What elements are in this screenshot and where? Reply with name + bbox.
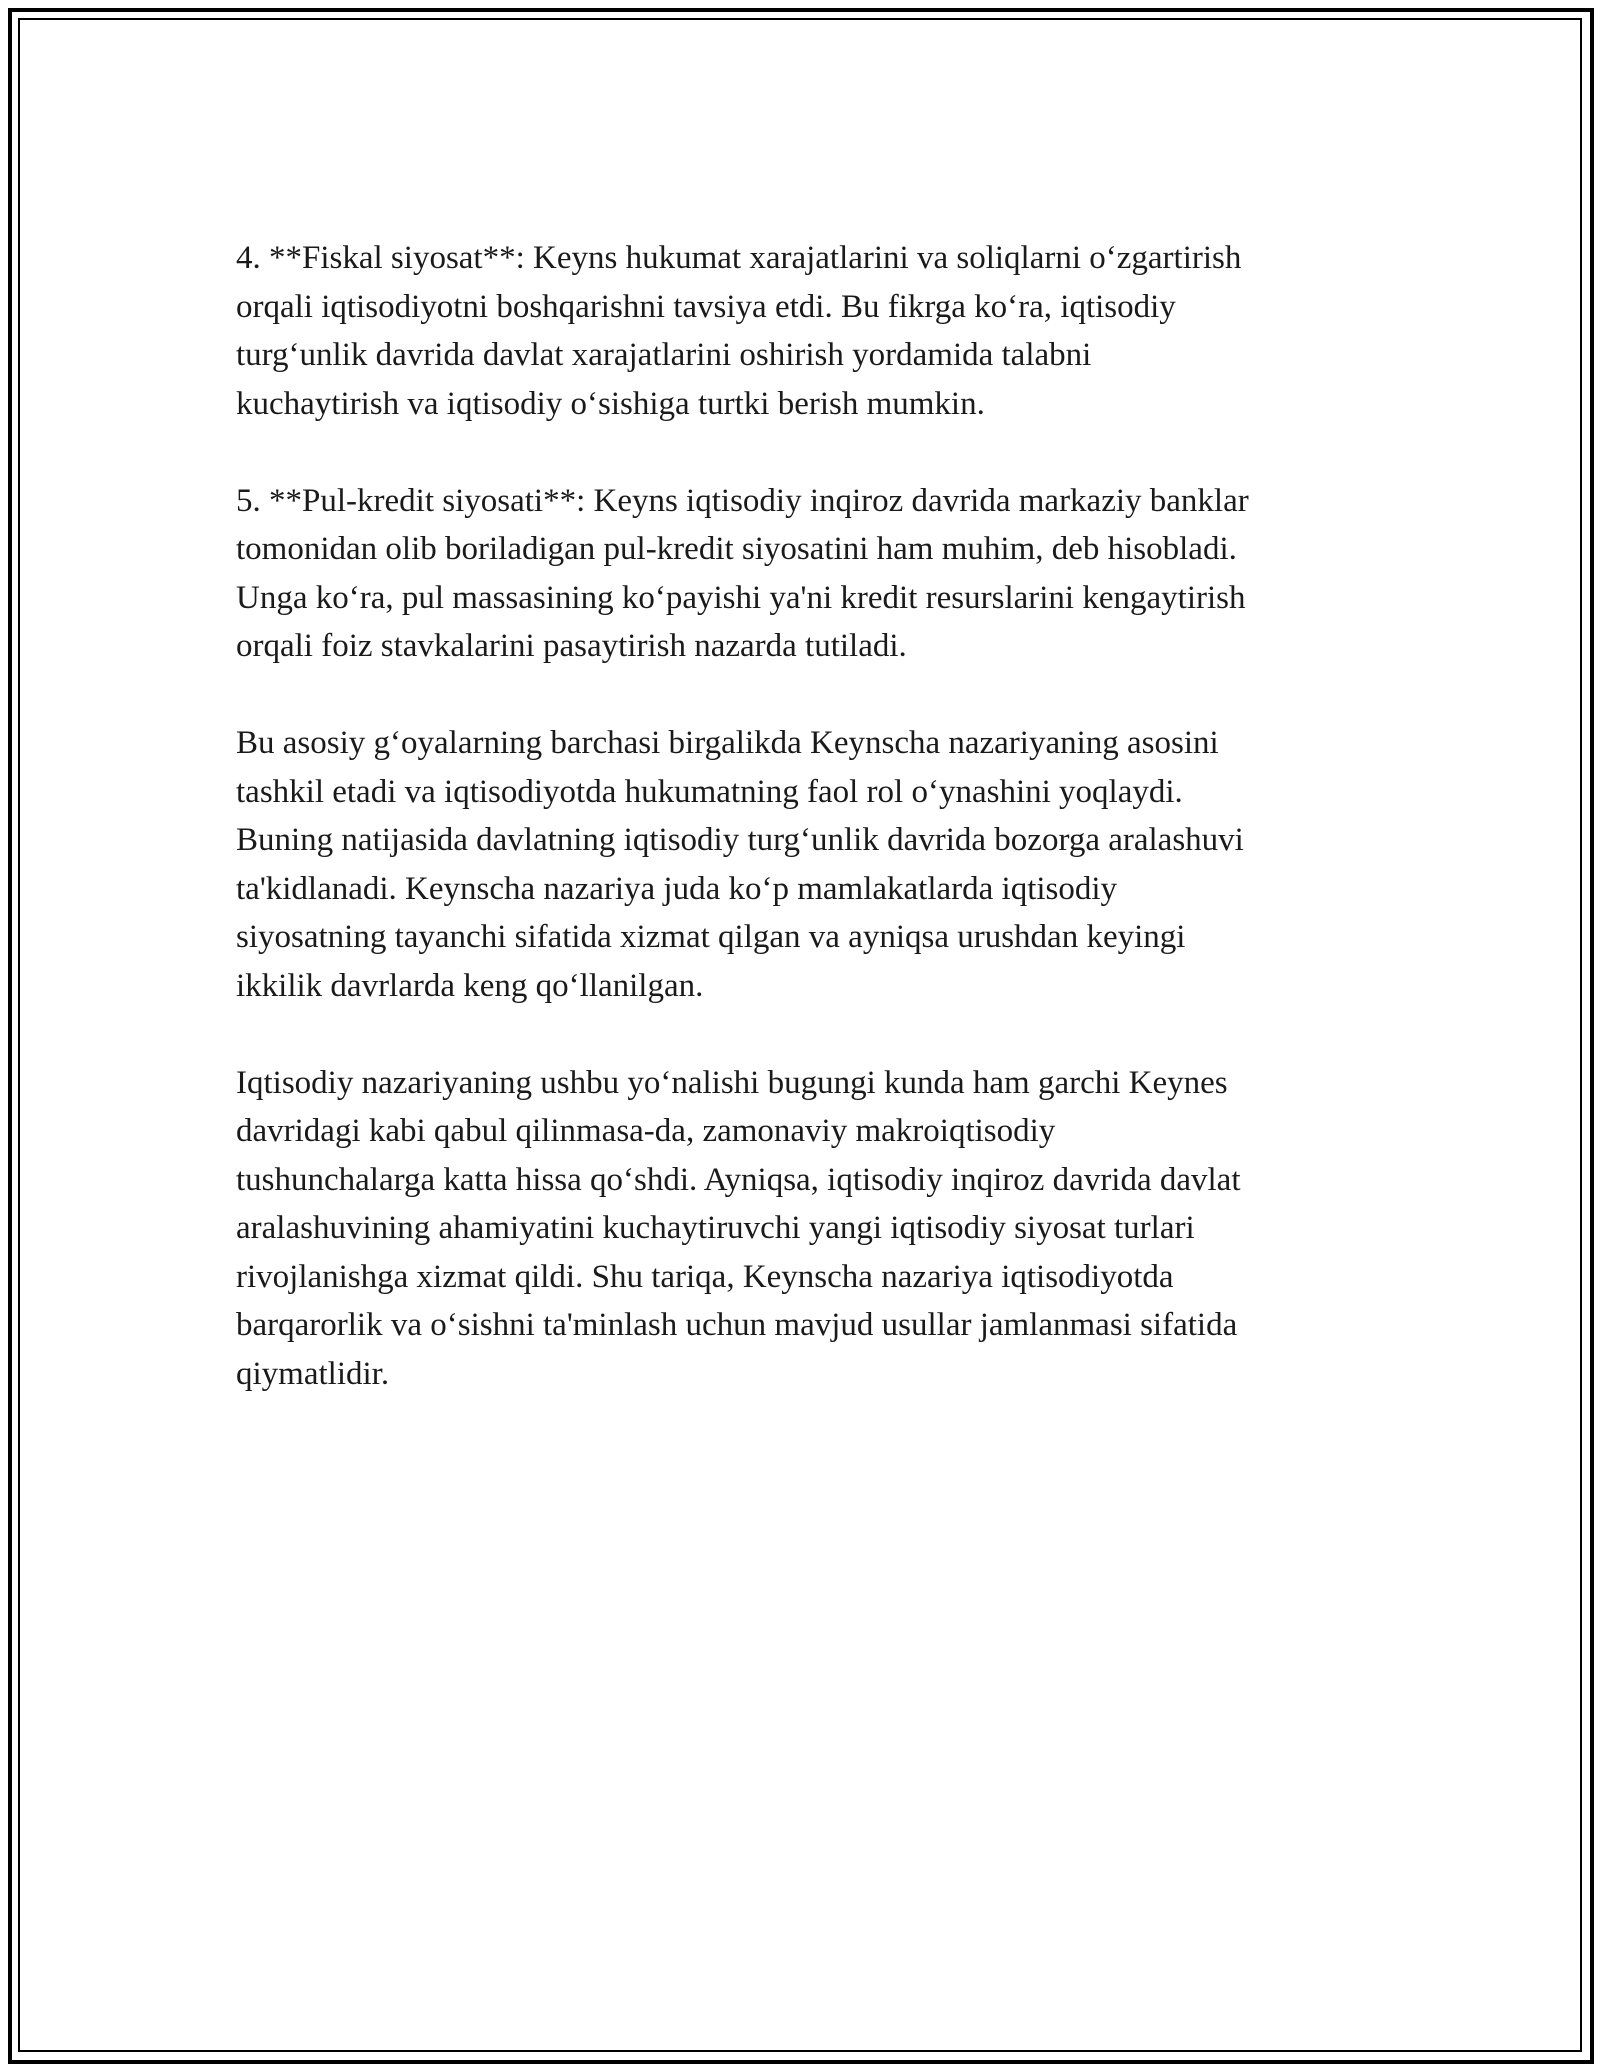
document-body xyxy=(236,234,1366,1447)
paragraph-modern-relevance: Iqtisodiy nazariyaning ushbu yoʻnalishi bugungi kunda ham garchi Keynes davridagi kabi qabul qilinmasa-da, zamonaviy makroiqtisodiy tushunchalarga katta hissa qoʻshdi. Ayniqsa, iqtisodiy inqiroz davrida davlat aralashuvining ahamiyatini kuchaytiruvchi yangi iqtisodiy siyosat turlari rivojlanishga xizmat qildi. Shu tariqa, Keynscha nazariya iqtisodiyotda barqarorlik va oʻsishni ta'minlash uchun mavjud usullar jamlanmasi sifatida qiymatlidir. xyxy=(236,1064,1241,1392)
paragraph-keynesian-summary: Bu asosiy gʻoyalarning barchasi birgalikda Keynscha nazariyaning asosini tashkil etadi va iqtisodiyotda hukumatning faol rol oʻynashini yoqlaydi. Buning natijasida davlatning iqtisodiy turgʻunlik davrida bozorga aralashuvi ta'kidlanadi. Keynscha nazariya juda koʻp mamlakatlarda iqtisodiy siyosatning tayanchi sifatida xizmat qilgan va ayniqsa urushdan keyingi ikkilik davrlarda keng qoʻllanilgan. xyxy=(236,725,1244,1004)
paragraph-fiscal-policy: 4. **Fiskal siyosat**: Keyns hukumat xarajatlarini va soliqlarni oʻzgartirish orqali iqtisodiyotni boshqarishni tavsiya etdi. Bu fikrga koʻra, iqtisodiy turgʻunlik davrida davlat xarajatlarini oshirish yordamida talabni kuchaytirish va iqtisodiy oʻsishiga turtki berish mumkin. xyxy=(236,240,1242,422)
paragraph-monetary-policy: 5. **Pul-kredit siyosati**: Keyns iqtisodiy inqiroz davrida markaziy banklar tomonidan olib boriladigan pul-kredit siyosatini ham muhim, deb hisobladi. Unga koʻra, pul massasining koʻpayishi ya'ni kredit resurslarini kengaytirish orqali foiz stavkalarini pasaytirish nazarda tutiladi. xyxy=(236,482,1249,664)
